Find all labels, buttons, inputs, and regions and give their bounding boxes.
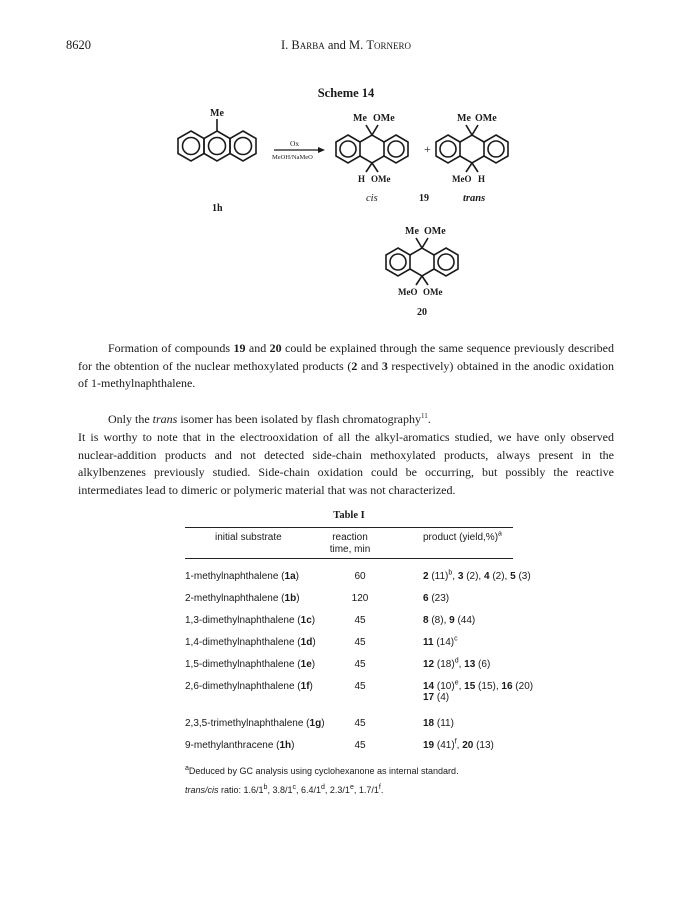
h-trans: H: [478, 174, 486, 184]
paragraph-electrooxidation: It is worthy to note that in the electrooxidation of all the alkyl-aromatics studied, we have only observed nuclear-addition products and not detected side-chain methoxylated products, always present in the alkylbenzenes previously studied. Side-chain oxidation could be occurring, but possibly the reactive intermediates lead to dimeric or polymeric material that was not characterized.: [78, 430, 614, 497]
h-cis: H: [358, 174, 366, 184]
label-cis: cis: [366, 193, 378, 204]
me-20: Me: [405, 226, 419, 237]
ome-trans: OMe: [475, 113, 497, 124]
substrate-cell: 1-methylnaphthalene (1a): [185, 571, 299, 582]
table-row: [185, 593, 513, 615]
substrate-cell: 1,3-dimethylnaphthalene (1c): [185, 615, 316, 626]
product-cell: 11 $(14)^c$: [423, 635, 458, 648]
substrate-cell: 2,3,5-trimethylnaphthalene (1g): [185, 718, 325, 729]
label-1h: 1h: [212, 203, 223, 214]
running-head-initial: I.: [280, 38, 292, 52]
me-trans: Me: [457, 113, 471, 124]
product-cell: 18 (11): [423, 718, 454, 729]
author-1: Barba: [291, 38, 325, 52]
label-20: 20: [417, 307, 427, 318]
reaction-time-cell: 45: [354, 615, 366, 626]
header-product: product (yield,%)$^a$: [423, 530, 502, 543]
trans-adduct: [436, 125, 508, 172]
product-cell: 12 $(18)^d$, 13 (6): [423, 657, 491, 670]
me-1h: Me: [210, 108, 224, 119]
header-substrate: initial substrate: [215, 532, 282, 543]
label-trans: trans: [463, 193, 486, 204]
product-cell: 19 $(41)^f$, 20 (13): [423, 738, 494, 751]
reaction-time-cell: 45: [354, 681, 366, 692]
product-cell: 14 $(10)^e$, 15 (15), 16 (20) 17 (4): [423, 679, 534, 703]
ome-20-bottom: OMe: [423, 287, 443, 297]
ome-cis-bottom: OMe: [371, 174, 391, 184]
reagent-ox: Ox: [290, 139, 300, 148]
paragraph-formation: Formation of compounds 19 and 20 could be explained through the same sequence previously described for the obtention of the nuclear methoxylated products (2 and 3 respectively) obtained in the anodic oxidation of 1-methylnaphthalene.: [78, 341, 614, 391]
substrate-cell: 1,5-dimethylnaphthalene (1e): [185, 659, 316, 670]
table-row: [185, 615, 513, 637]
table-row: [185, 659, 513, 681]
ome-cis: OMe: [373, 113, 395, 124]
product-cell: 8 (8), 9 (44): [423, 615, 476, 626]
meo-trans: MeO: [452, 174, 472, 184]
substrate-cell: 2-methylnaphthalene (1b): [185, 593, 300, 604]
header-reaction-time: reaction time, min: [329, 532, 371, 555]
ome-20: OMe: [424, 226, 446, 237]
table-row: [185, 679, 534, 718]
author-2: Tornero: [366, 38, 412, 52]
cis-adduct: [336, 125, 408, 172]
substrate-cell: 9-methylanthracene (1h): [185, 740, 295, 751]
table-1: [185, 510, 534, 795]
substrate-cell: 1,4-dimethylnaphthalene (1d): [185, 637, 316, 648]
reaction-time-cell: 45: [354, 659, 366, 670]
table-row: [185, 569, 531, 593]
footnote-ratio: trans/cis ratio: 1.6/1$^b$, 3.8/1$^c$, 6.4/1$^d$, 2.3/1e, 1.7/1$^f$.: [185, 784, 384, 795]
table-row: [185, 718, 513, 740]
reaction-time-cell: 45: [354, 718, 366, 729]
reaction-time-cell: 45: [354, 637, 366, 648]
reaction-time-cell: 60: [354, 571, 366, 582]
reagent-conditions: MeOH/NaMeO: [272, 154, 313, 161]
table-title: Table I: [333, 510, 365, 521]
table-header-row: [185, 528, 513, 558]
me-cis: Me: [353, 113, 367, 124]
footnote-a: $^a$Deduced by GC analysis using cyclohexanone as internal standard.: [185, 765, 459, 776]
scheme-title: Scheme 14: [317, 86, 375, 100]
paragraph-trans-isomer: Only the trans isomer has been isolated by flash chromatography$^{11}$.: [108, 412, 431, 426]
page-number: 8620: [66, 38, 91, 52]
substrate-cell: 2,6-dimethylnaphthalene (1f): [185, 681, 313, 692]
scheme-diagram: [0, 0, 692, 330]
product-cell: 2 $(11)^b$, 3 (2), 4 (2), 5 (3): [423, 569, 531, 582]
table-body: [185, 559, 534, 762]
plus-sign: +: [424, 142, 431, 156]
anthracene-1h: [178, 119, 256, 161]
table-row: [185, 740, 513, 762]
compound-20: [386, 238, 458, 285]
reaction-time-cell: 45: [354, 740, 366, 751]
product-cell: 6 (23): [423, 593, 450, 604]
reaction-time-cell: 120: [351, 593, 369, 604]
meo-20: MeO: [398, 287, 418, 297]
table-row: [185, 637, 513, 659]
running-head-and: and M.: [324, 38, 367, 52]
label-19: 19: [419, 193, 429, 204]
